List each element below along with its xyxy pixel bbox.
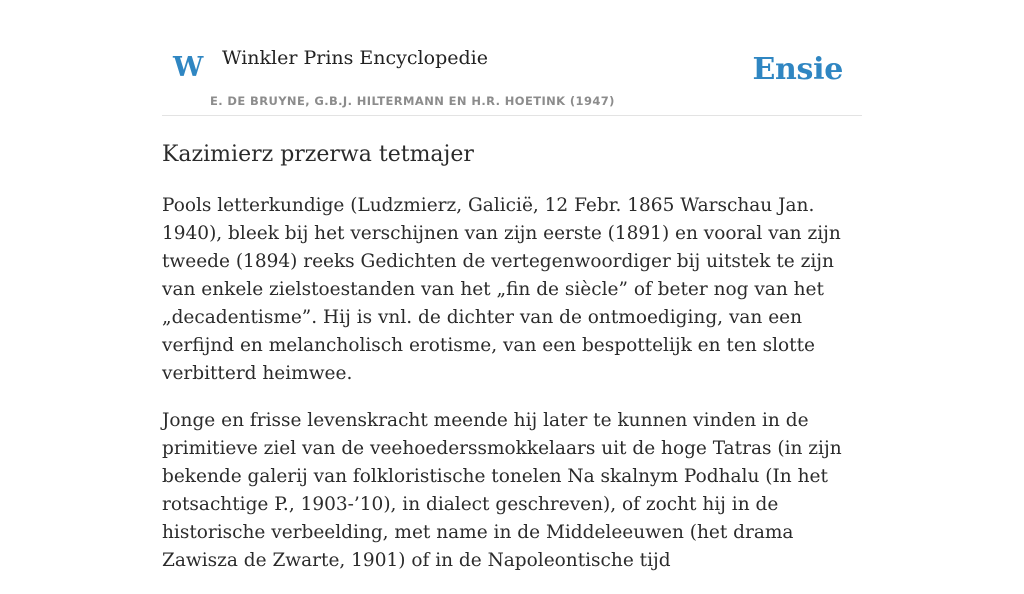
site-header — [162, 36, 862, 116]
source-authors: E. DE BRUYNE, G.B.J. HILTERMANN EN H.R. HOETINK (1947) — [210, 94, 615, 108]
ensie-brand-logo[interactable]: Ensie — [752, 52, 843, 87]
article-title: Kazimierz przerwa tetmajer — [162, 142, 474, 167]
article-paragraph: Jonge en frisse levenskracht meende hij later te kunnen vinden in de primitieve ziel van de veehoederssmokkelaars uit de hoge Tatras (in zijn bekende galerij van folkloristische tonelen Na skalnym Podhalu (In het rotsachtige P., 1903-’10), in dialect geschreven), of zocht hij in de historische verbeelding, met name in de Middeleeuwen (het drama Zawisza de Zwarte, 1901) of in de Napoleontische tijd — [162, 410, 842, 571]
article-body — [162, 192, 862, 594]
source-title[interactable]: Winkler Prins Encyclopedie — [222, 47, 488, 69]
article-paragraph: Pools letterkundige (Ludzmierz, Galicië, 12 Febr. 1865 Warschau Jan. 1940), bleek bij het verschijnen van zijn eerste (1891) en vooral van zijn tweede (1894) reeks Gedichten de vertegenwoordiger bij uitstek te zijn van enkele zielstoestanden van het „fin de siècle” of beter nog van het „decadentisme”. Hij is vnl. de dichter van de ontmoediging, van een verfijnd en melancholisch erotisme, van een bespottelijk en ten slotte verbitterd heimwee. — [162, 195, 841, 384]
winkler-prins-logo-icon[interactable]: W — [173, 52, 204, 83]
